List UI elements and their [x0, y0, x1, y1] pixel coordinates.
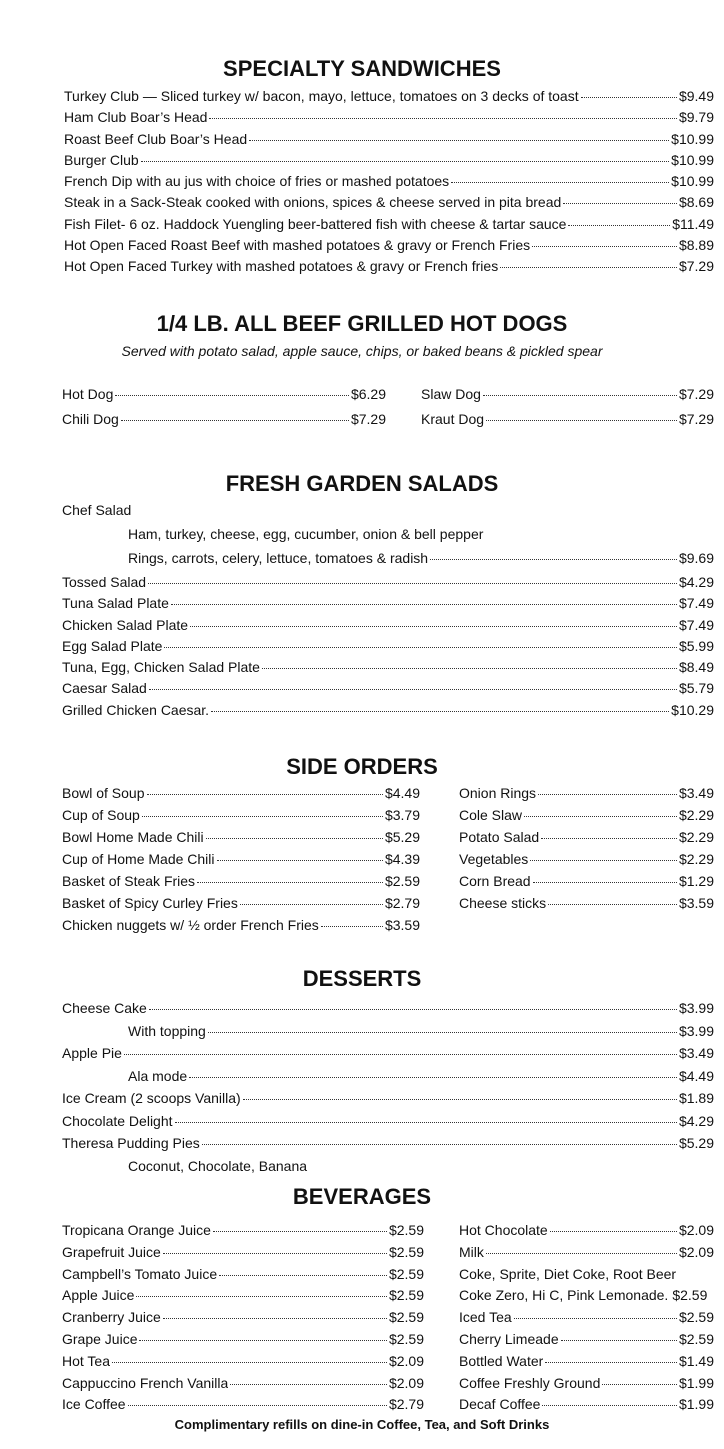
item-price: $2.09 — [678, 1222, 714, 1238]
item-name: Cranberry Juice — [62, 1309, 161, 1326]
item-name: Bowl Home Made Chili — [62, 829, 204, 845]
dot-leader — [197, 882, 383, 883]
menu-item — [421, 411, 714, 432]
item-price: $2.79 — [388, 1396, 424, 1413]
beverage-list-right — [459, 1222, 714, 1418]
item-name: Chili Dog — [62, 411, 119, 428]
item-price: $2.59 — [678, 1309, 714, 1326]
item-name: Turkey Club — Sliced turkey w/ bacon, mayo, lettuce, tomatoes on 3 decks of toast — [64, 88, 579, 104]
menu-item — [62, 680, 714, 701]
item-price: $4.49 — [678, 1067, 714, 1084]
dot-leader — [190, 626, 677, 627]
item-name: Coke Zero, Hi C, Pink Lemonade. — [459, 1287, 669, 1304]
item-price: $7.29 — [678, 258, 714, 275]
dot-leader — [217, 860, 383, 861]
item-price: $3.49 — [678, 1045, 714, 1061]
menu-item — [64, 131, 714, 152]
dot-leader — [136, 1296, 387, 1297]
item-price: $10.99 — [671, 130, 714, 147]
menu-item — [62, 1287, 424, 1309]
dot-leader — [262, 668, 677, 669]
dot-leader — [139, 1340, 386, 1341]
item-name: Basket of Steak Fries — [62, 873, 196, 889]
item-price: $2.59 — [388, 1330, 424, 1347]
item-name: Potato Salad — [459, 829, 540, 845]
hotdog-list-left — [62, 386, 386, 433]
item-name: Coffee Freshly Ground — [459, 1374, 601, 1391]
item-name: Grape Juice — [62, 1330, 138, 1347]
item-price: $1.99 — [678, 1396, 714, 1413]
menu-item — [62, 851, 420, 873]
item-name: Hot Chocolate — [459, 1222, 548, 1238]
item-price: $7.49 — [678, 616, 714, 633]
beverage-list-left — [62, 1222, 424, 1418]
item-name: Cup of Soup — [62, 807, 140, 823]
menu-item — [459, 851, 714, 873]
item-name: Decaf Coffee — [459, 1396, 541, 1413]
item-price: $5.29 — [678, 1135, 714, 1151]
item-name: Caesar Salad — [62, 680, 147, 697]
menu-item — [459, 1353, 714, 1375]
dot-leader — [538, 794, 677, 795]
dot-leader — [240, 904, 383, 905]
menu-item — [64, 258, 714, 279]
menu-item — [64, 237, 714, 258]
menu-item — [459, 785, 714, 807]
dot-leader — [142, 816, 383, 817]
item-name: Hot Dog — [62, 386, 114, 402]
menu-item — [62, 1090, 714, 1113]
item-price: $10.99 — [671, 151, 714, 168]
dot-leader — [561, 1340, 677, 1341]
item-name: Slaw Dog — [421, 386, 481, 402]
dot-leader — [219, 1275, 387, 1276]
menu-item — [62, 638, 714, 659]
menu-item — [62, 1023, 714, 1046]
dot-leader — [532, 246, 677, 247]
sides-list-left — [62, 785, 420, 939]
dot-leader — [115, 395, 349, 396]
dot-leader — [171, 604, 677, 605]
item-price: $2.59 — [384, 873, 420, 889]
item-price: $7.49 — [678, 595, 714, 612]
dot-leader — [533, 882, 677, 883]
dot-leader — [500, 267, 677, 268]
dot-leader — [175, 1122, 677, 1123]
dot-leader — [602, 1384, 677, 1385]
menu-item — [62, 1135, 714, 1158]
dot-leader — [486, 420, 677, 421]
item-name: Kraut Dog — [421, 411, 485, 428]
item-price: $1.49 — [678, 1352, 714, 1369]
item-price: $7.29 — [350, 411, 386, 428]
menu-item — [62, 873, 420, 895]
section-title-hotdogs: 1/4 LB. ALL BEEF GRILLED HOT DOGS — [156, 311, 568, 336]
item-price: $5.79 — [678, 680, 714, 697]
item-price: $8.69 — [678, 194, 714, 211]
menu-item — [64, 109, 714, 130]
item-price: $2.59 — [388, 1243, 424, 1260]
item-name: Steak in a Sack-Steak cooked with onions, spices & cheese served in pita bread — [64, 194, 562, 211]
section-title-sandwiches: SPECIALTY SANDWICHES — [223, 56, 501, 81]
item-name: With topping — [128, 1022, 206, 1039]
item-name: Burger Club — [64, 151, 139, 168]
dot-leader — [230, 1384, 387, 1385]
item-name: Roast Beef Club Boar’s Head — [64, 130, 248, 147]
hotdogs-subtitle: Served with potato salad, apple sauce, chips, or baked beans & pickled spear — [121, 343, 603, 359]
menu-item — [62, 1353, 424, 1375]
item-price: $7.29 — [678, 411, 714, 428]
dot-leader — [514, 1318, 677, 1319]
item-name: Cheese sticks — [459, 895, 547, 911]
item-price: $9.69 — [678, 550, 714, 566]
item-name: Egg Salad Plate — [62, 637, 163, 654]
item-price: $2.59 — [388, 1265, 424, 1282]
menu-item — [62, 659, 714, 680]
item-name: Grapefruit Juice — [62, 1243, 161, 1260]
menu-item — [62, 595, 714, 616]
dot-leader — [206, 838, 383, 839]
menu-item — [459, 895, 714, 917]
dot-leader — [148, 583, 677, 584]
dot-leader — [202, 1144, 677, 1145]
dessert-list — [62, 1000, 714, 1180]
menu-item — [62, 1045, 714, 1068]
salad-list — [62, 502, 714, 723]
item-price: $2.09 — [388, 1374, 424, 1391]
dot-leader — [486, 1253, 677, 1254]
item-price: $7.29 — [678, 386, 714, 402]
menu-item — [459, 1396, 714, 1418]
item-price: $2.79 — [384, 895, 420, 911]
item-price: $3.79 — [384, 807, 420, 823]
item-name: Chicken Salad Plate — [62, 616, 189, 633]
item-price: $2.29 — [678, 851, 714, 867]
item-name: Tuna, Egg, Chicken Salad Plate — [62, 659, 260, 676]
menu-item — [62, 1244, 424, 1266]
item-price: $4.29 — [678, 1112, 714, 1129]
section-title-desserts: DESSERTS — [302, 966, 422, 991]
dot-leader — [545, 1362, 677, 1363]
dot-leader — [213, 1231, 387, 1232]
menu-item — [62, 1113, 714, 1136]
section-title-sides: SIDE ORDERS — [286, 754, 438, 779]
item-price: $3.59 — [678, 895, 714, 911]
refill-note: Complimentary refills on dine-in Coffee, Tea, and Soft Drinks — [174, 1417, 550, 1432]
menu-item — [64, 88, 714, 109]
item-name: Onion Rings — [459, 785, 537, 801]
section-title-beverages: BEVERAGES — [292, 1184, 432, 1209]
menu-item — [459, 1222, 714, 1244]
dot-leader — [209, 118, 677, 119]
item-name: Bottled Water — [459, 1352, 544, 1369]
dot-leader — [243, 1099, 677, 1100]
dot-leader — [163, 1253, 387, 1254]
item-price: $2.29 — [678, 829, 714, 845]
menu-item — [459, 1309, 714, 1331]
dot-leader — [112, 1362, 387, 1363]
item-name: Chocolate Delight — [62, 1112, 173, 1129]
chef-salad-description: Ham, turkey, cheese, egg, cucumber, onion & bell pepper — [128, 526, 484, 542]
item-price: $9.49 — [678, 88, 714, 104]
dot-leader — [149, 689, 677, 690]
menu-item — [62, 895, 420, 917]
dot-leader — [164, 647, 677, 648]
dot-leader — [189, 1077, 677, 1078]
dot-leader — [147, 794, 383, 795]
item-name: Milk — [459, 1243, 484, 1260]
menu-item — [64, 216, 714, 237]
hotdog-list-right — [421, 386, 714, 433]
dot-leader — [563, 203, 677, 204]
item-name: Hot Tea — [62, 1352, 110, 1369]
menu-item — [64, 194, 714, 215]
item-name: Hot Open Faced Roast Beef with mashed potatoes & gravy or French Fries — [64, 237, 531, 254]
menu-item — [62, 386, 386, 407]
item-name: Corn Bread — [459, 873, 531, 889]
item-price: $2.59 — [672, 1287, 708, 1304]
item-name: Iced Tea — [459, 1309, 512, 1326]
item-name: Tossed Salad — [62, 574, 147, 590]
menu-item — [62, 550, 714, 574]
item-name: Cherry Limeade — [459, 1330, 559, 1347]
menu-item — [459, 1287, 714, 1309]
menu-item — [62, 411, 386, 432]
item-price: $8.89 — [678, 237, 714, 254]
item-price: $2.59 — [388, 1309, 424, 1326]
item-price: $2.59 — [678, 1330, 714, 1347]
item-price: $3.59 — [384, 917, 420, 933]
dot-leader — [321, 926, 383, 927]
item-price: $1.99 — [678, 1374, 714, 1391]
item-price: $10.29 — [671, 701, 714, 718]
item-name: Rings, carrots, celery, lettuce, tomatoes & radish — [128, 550, 429, 566]
item-name: Cappuccino French Vanilla — [62, 1374, 229, 1391]
menu-item — [62, 917, 420, 939]
menu-item — [62, 1331, 424, 1353]
sandwich-list — [64, 88, 714, 280]
item-price: $4.39 — [384, 851, 420, 867]
item-price: $2.09 — [678, 1243, 714, 1260]
item-name: Bowl of Soup — [62, 785, 145, 801]
dot-leader — [124, 1054, 677, 1055]
item-price: $3.49 — [678, 785, 714, 801]
menu-item — [459, 829, 714, 851]
dot-leader — [451, 182, 669, 183]
item-price: $6.29 — [350, 386, 386, 402]
soda-list-line: Coke, Sprite, Diet Coke, Root Beer — [459, 1265, 677, 1282]
item-price: $2.29 — [678, 807, 714, 823]
pudding-flavors: Coconut, Chocolate, Banana — [128, 1157, 308, 1174]
menu-item — [62, 785, 420, 807]
item-name: Ice Cream (2 scoops Vanilla) — [62, 1090, 241, 1106]
dot-leader — [541, 838, 677, 839]
dot-leader — [550, 1231, 677, 1232]
item-name: Fish Filet- 6 oz. Haddock Yuengling beer-battered fish with cheese & tartar sauce — [64, 215, 567, 232]
dot-leader — [163, 1318, 387, 1319]
menu-item — [62, 1396, 424, 1418]
dot-leader — [430, 559, 677, 560]
dot-leader — [249, 140, 669, 141]
menu-item — [62, 1000, 714, 1023]
dot-leader — [208, 1032, 677, 1033]
item-price: $9.79 — [678, 109, 714, 126]
item-name: Tropicana Orange Juice — [62, 1222, 211, 1238]
dot-leader — [581, 97, 677, 98]
dot-leader — [548, 904, 677, 905]
menu-item — [459, 807, 714, 829]
item-name: Cole Slaw — [459, 807, 523, 823]
item-name: Cheese Cake — [62, 1000, 147, 1016]
menu-item — [62, 1266, 424, 1288]
section-title-salads: FRESH GARDEN SALADS — [225, 471, 499, 496]
item-price: $11.49 — [672, 215, 714, 232]
menu-item — [64, 152, 714, 173]
item-price: $5.29 — [384, 829, 420, 845]
menu-item — [459, 873, 714, 895]
menu-item — [64, 173, 714, 194]
item-name: French Dip with au jus with choice of fries or mashed potatoes — [64, 173, 450, 190]
dot-leader — [149, 1009, 677, 1010]
item-name: Apple Pie — [62, 1045, 122, 1061]
menu-item — [62, 829, 420, 851]
item-name: Tuna Salad Plate — [62, 595, 169, 612]
item-name: Ice Coffee — [62, 1396, 126, 1413]
item-price: $2.59 — [388, 1287, 424, 1304]
item-price: $1.89 — [678, 1090, 714, 1106]
item-name: Apple Juice — [62, 1287, 135, 1304]
item-name: Hot Open Faced Turkey with mashed potatoes & gravy or French fries — [64, 258, 499, 275]
menu-item — [62, 1375, 424, 1397]
item-price: $4.49 — [384, 785, 420, 801]
item-price: $3.99 — [678, 1000, 714, 1016]
item-price: $10.99 — [671, 173, 714, 190]
menu-item — [62, 1068, 714, 1091]
dot-leader — [141, 161, 669, 162]
item-price: $1.29 — [678, 873, 714, 889]
menu-item — [62, 1222, 424, 1244]
menu-item — [421, 386, 714, 407]
menu-item — [459, 1244, 714, 1266]
sides-list-right — [459, 785, 714, 917]
menu-item — [62, 807, 420, 829]
item-name: Chicken nuggets w/ ½ order French Fries — [62, 917, 319, 933]
chef-salad-name: Chef Salad — [62, 502, 132, 518]
item-name: Grilled Chicken Caesar. — [62, 701, 210, 718]
item-price: $2.59 — [388, 1222, 424, 1238]
menu-item — [62, 617, 714, 638]
dot-leader — [121, 420, 349, 421]
dot-leader — [568, 225, 670, 226]
item-name: Ala mode — [128, 1067, 188, 1084]
item-name: Theresa Pudding Pies — [62, 1135, 200, 1151]
dot-leader — [542, 1405, 676, 1406]
item-price: $5.99 — [678, 637, 714, 654]
dot-leader — [530, 860, 677, 861]
menu-item — [459, 1331, 714, 1353]
item-name: Ham Club Boar’s Head — [64, 109, 208, 126]
item-name: Basket of Spicy Curley Fries — [62, 895, 238, 911]
dot-leader — [524, 816, 677, 817]
dot-leader — [128, 1405, 387, 1406]
item-price: $2.09 — [388, 1352, 424, 1369]
item-price: $3.99 — [678, 1022, 714, 1039]
item-name: Campbell’s Tomato Juice — [62, 1265, 218, 1282]
dot-leader — [483, 395, 677, 396]
menu-item — [62, 574, 714, 595]
item-name: Cup of Home Made Chili — [62, 851, 215, 867]
item-price: $8.49 — [678, 659, 714, 676]
dot-leader — [211, 711, 669, 712]
item-name: Vegetables — [459, 851, 529, 867]
menu-item — [62, 1309, 424, 1331]
menu-item — [459, 1375, 714, 1397]
item-price: $4.29 — [678, 574, 714, 590]
menu-item — [62, 702, 714, 723]
